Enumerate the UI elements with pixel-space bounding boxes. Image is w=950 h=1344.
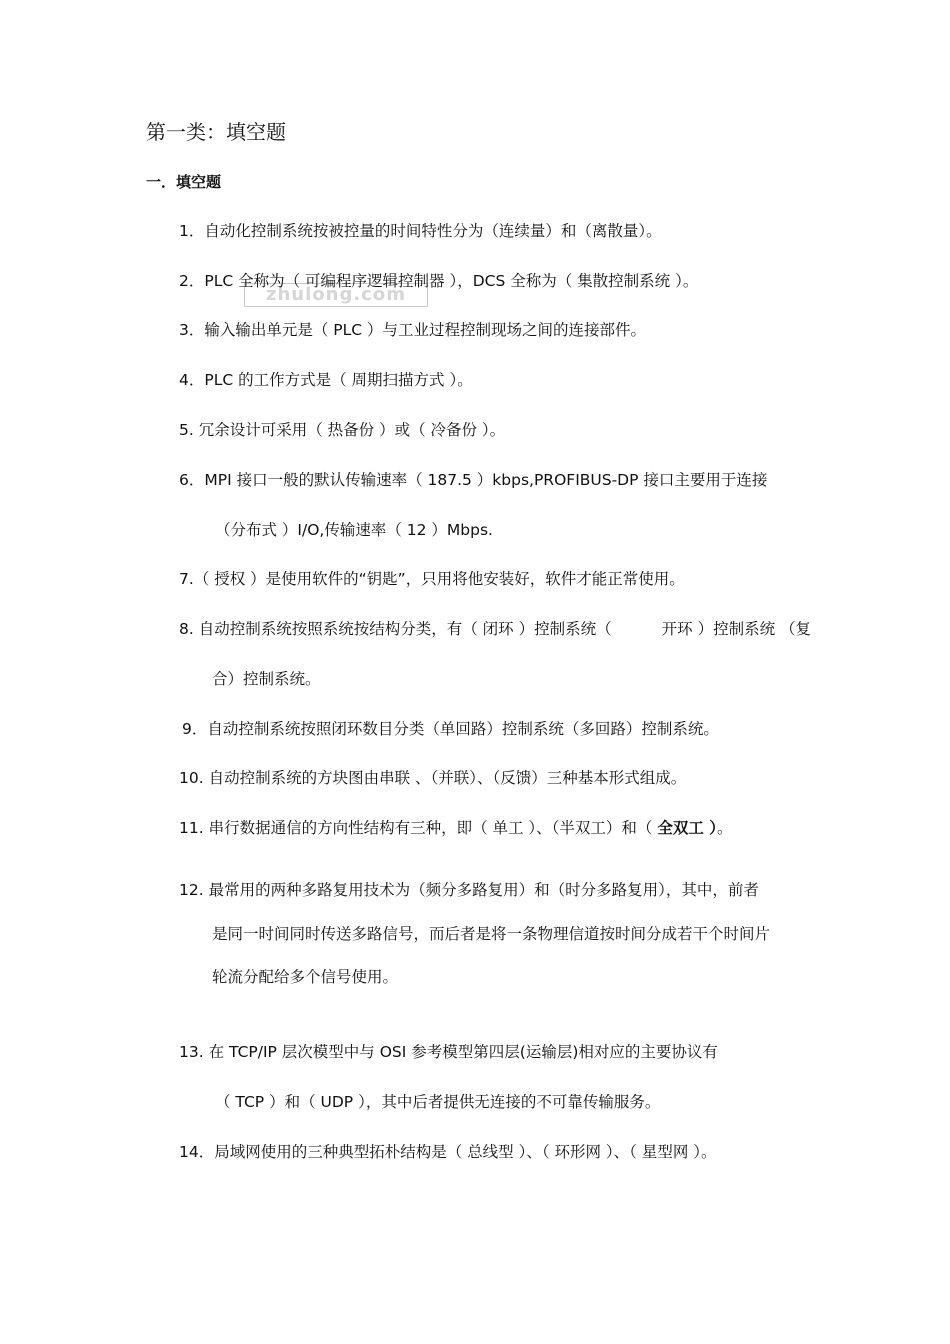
question-8-line-1-part-1: 8. 自动控制系统按照系统按结构分类，有（ 闭环 ）控制系统（ [179,620,612,638]
question-10: 10. 自动控制系统的方块图由串联 、（并联）、（反馈）三种基本形式组成。 [179,769,687,787]
question-7: 7.（ 授权 ）是使用软件的“钥匙”，只用将他安装好，软件才能正常使用。 [179,570,685,588]
question-5: 5. 冗余设计可采用（ 热备份 ）或（ 冷备份 ）。 [179,421,506,439]
question-8-line-1-part-2: 开环 ）控制系统 （复 [661,620,811,638]
question-2: 2．PLC 全称为（ 可编程序逻辑控制器 ），DCS 全称为（ 集散控制系统 ）。 [179,272,699,290]
section-heading: 一．填空题 [146,173,222,191]
question-6-line-1: 6．MPI 接口一般的默认传输速率（ 187.5 ）kbps,PROFIBUS-DP 接口主要用于连接 [179,471,768,489]
question-13-line-1: 13. 在 TCP/IP 层次模型中与 OSI 参考模型第四层(运输层)相对应的主要协议有 [179,1043,718,1061]
question-12-line-1: 12. 最常用的两种多路复用技术为（频分多路复用）和（时分多路复用），其中，前者 [179,881,759,899]
question-11-answer: 全双工 ） [657,819,718,837]
question-9: 9．自动控制系统按照闭环数目分类（单回路）控制系统（多回路）控制系统。 [182,720,719,738]
question-6-line-2: （分布式 ）I/O,传输速率（ 12 ）Mbps. [215,521,493,539]
question-12-line-2: 是同一时间同时传送多路信号，而后者是将一条物理信道按时间分成若干个时间片 [212,925,771,943]
question-11-suffix: 。 [717,819,733,837]
question-8-line-1 [179,619,811,639]
question-13-line-2: （ TCP ）和（ UDP ），其中后者提供无连接的不可靠传输服务。 [215,1093,661,1111]
question-14: 14．局域网使用的三种典型拓朴结构是（ 总线型 ）、（ 环形网 ）、（ 星型网 ）。 [179,1143,717,1161]
question-4: 4．PLC 的工作方式是（ 周期扫描方式 ）。 [179,371,473,389]
question-12-line-3: 轮流分配给多个信号使用。 [212,968,399,986]
question-3: 3．输入输出单元是（ PLC ）与工业过程控制现场之间的连接部件。 [179,321,647,339]
question-11 [179,818,733,838]
watermark-logo: zhulong.com [244,283,428,307]
question-1: 1．自动化控制系统按被控量的时间特性分为（连续量）和（离散量）。 [179,222,662,240]
question-8-line-2: 合）控制系统。 [212,670,321,688]
page-title: 第一类：填空题 [146,120,286,144]
question-11-prefix: 11. 串行数据通信的方向性结构有三种，即（ 单工 ）、（半双工）和（ [179,819,658,837]
